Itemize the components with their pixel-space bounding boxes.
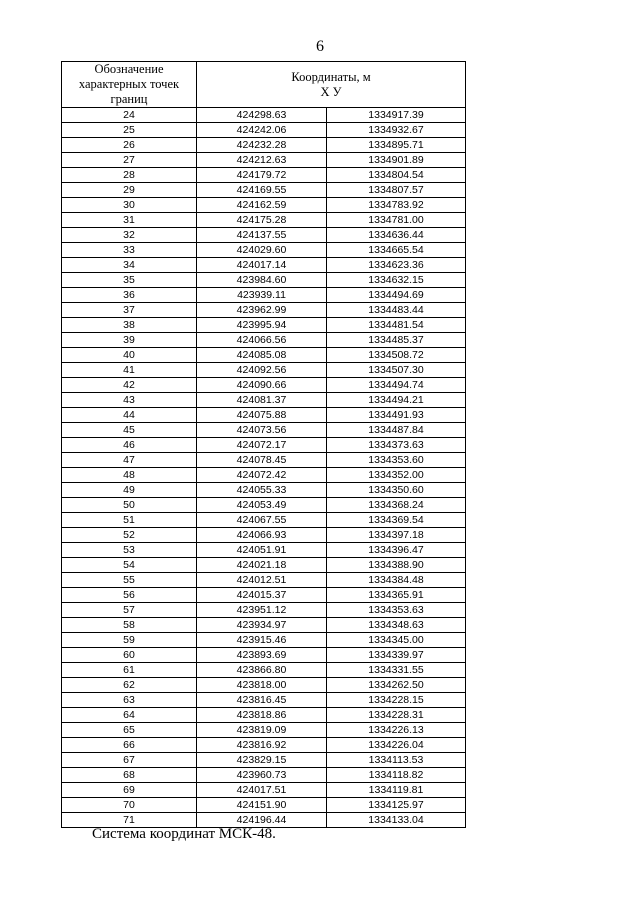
x-coordinate-cell: 423951.12 bbox=[197, 603, 327, 618]
x-coordinate-cell: 424055.33 bbox=[197, 483, 327, 498]
coordinates-label: Координаты, м bbox=[291, 69, 371, 84]
table-row bbox=[62, 378, 466, 393]
y-coordinate-cell: 1334807.57 bbox=[327, 183, 466, 198]
x-coordinate-cell: 424012.51 bbox=[197, 573, 327, 588]
point-cell: 34 bbox=[62, 258, 197, 273]
y-coordinate-cell: 1334133.04 bbox=[327, 813, 466, 828]
point-cell: 29 bbox=[62, 183, 197, 198]
y-coordinate-cell: 1334388.90 bbox=[327, 558, 466, 573]
y-coordinate-cell: 1334368.24 bbox=[327, 498, 466, 513]
x-coordinate-cell: 423829.15 bbox=[197, 753, 327, 768]
x-coordinate-cell: 423939.11 bbox=[197, 288, 327, 303]
table-row bbox=[62, 363, 466, 378]
y-coordinate-cell: 1334119.81 bbox=[327, 783, 466, 798]
point-cell: 25 bbox=[62, 123, 197, 138]
table-row bbox=[62, 738, 466, 753]
table-row bbox=[62, 558, 466, 573]
point-cell: 56 bbox=[62, 588, 197, 603]
x-coordinate-cell: 424081.37 bbox=[197, 393, 327, 408]
y-coordinate-cell: 1334494.74 bbox=[327, 378, 466, 393]
x-coordinate-cell: 423960.73 bbox=[197, 768, 327, 783]
table-row bbox=[62, 768, 466, 783]
table-row bbox=[62, 603, 466, 618]
point-cell: 60 bbox=[62, 648, 197, 663]
y-coordinate-cell: 1334352.00 bbox=[327, 468, 466, 483]
point-cell: 50 bbox=[62, 498, 197, 513]
table-row bbox=[62, 288, 466, 303]
point-cell: 24 bbox=[62, 108, 197, 123]
point-cell: 65 bbox=[62, 723, 197, 738]
y-coordinate-cell: 1334632.15 bbox=[327, 273, 466, 288]
x-coordinate-cell: 423915.46 bbox=[197, 633, 327, 648]
x-coordinate-cell: 423995.94 bbox=[197, 318, 327, 333]
table-row bbox=[62, 498, 466, 513]
y-coordinate-cell: 1334804.54 bbox=[327, 168, 466, 183]
x-coordinate-cell: 424066.56 bbox=[197, 333, 327, 348]
table-row bbox=[62, 783, 466, 798]
y-coordinate-cell: 1334345.00 bbox=[327, 633, 466, 648]
table-row bbox=[62, 708, 466, 723]
table-row bbox=[62, 438, 466, 453]
point-cell: 28 bbox=[62, 168, 197, 183]
x-coordinate-cell: 424196.44 bbox=[197, 813, 327, 828]
table-row bbox=[62, 468, 466, 483]
point-cell: 43 bbox=[62, 393, 197, 408]
y-coordinate-cell: 1334118.82 bbox=[327, 768, 466, 783]
point-cell: 52 bbox=[62, 528, 197, 543]
point-cell: 32 bbox=[62, 228, 197, 243]
y-coordinate-cell: 1334507.30 bbox=[327, 363, 466, 378]
y-coordinate-cell: 1334481.54 bbox=[327, 318, 466, 333]
y-coordinate-cell: 1334487.84 bbox=[327, 423, 466, 438]
y-coordinate-cell: 1334895.71 bbox=[327, 138, 466, 153]
y-coordinate-cell: 1334783.92 bbox=[327, 198, 466, 213]
coordinate-system-note: Система координат МСК-48. bbox=[92, 826, 276, 842]
x-coordinate-cell: 423893.69 bbox=[197, 648, 327, 663]
point-cell: 61 bbox=[62, 663, 197, 678]
x-coordinate-cell: 423816.92 bbox=[197, 738, 327, 753]
point-cell: 39 bbox=[62, 333, 197, 348]
table-row bbox=[62, 798, 466, 813]
table-row bbox=[62, 303, 466, 318]
x-coordinate-cell: 424090.66 bbox=[197, 378, 327, 393]
point-cell: 30 bbox=[62, 198, 197, 213]
point-cell: 57 bbox=[62, 603, 197, 618]
x-coordinate-cell: 424017.14 bbox=[197, 258, 327, 273]
table-row bbox=[62, 723, 466, 738]
y-coordinate-cell: 1334113.53 bbox=[327, 753, 466, 768]
table-row bbox=[62, 543, 466, 558]
table-row bbox=[62, 228, 466, 243]
table-row bbox=[62, 648, 466, 663]
point-cell: 71 bbox=[62, 813, 197, 828]
table-row bbox=[62, 573, 466, 588]
table-row bbox=[62, 123, 466, 138]
table-row bbox=[62, 453, 466, 468]
y-coordinate-cell: 1334485.37 bbox=[327, 333, 466, 348]
x-coordinate-cell: 424092.56 bbox=[197, 363, 327, 378]
point-cell: 68 bbox=[62, 768, 197, 783]
y-coordinate-cell: 1334262.50 bbox=[327, 678, 466, 693]
x-coordinate-cell: 424053.49 bbox=[197, 498, 327, 513]
x-coordinate-cell: 424212.63 bbox=[197, 153, 327, 168]
table-header bbox=[62, 62, 466, 108]
y-coordinate-cell: 1334226.04 bbox=[327, 738, 466, 753]
point-cell: 69 bbox=[62, 783, 197, 798]
y-coordinate-cell: 1334339.97 bbox=[327, 648, 466, 663]
x-coordinate-cell: 424162.59 bbox=[197, 198, 327, 213]
x-coordinate-cell: 424066.93 bbox=[197, 528, 327, 543]
table-row bbox=[62, 588, 466, 603]
y-coordinate-cell: 1334373.63 bbox=[327, 438, 466, 453]
point-cell: 38 bbox=[62, 318, 197, 333]
point-cell: 45 bbox=[62, 423, 197, 438]
x-coordinate-cell: 424175.28 bbox=[197, 213, 327, 228]
x-coordinate-cell: 424242.06 bbox=[197, 123, 327, 138]
y-coordinate-cell: 1334226.13 bbox=[327, 723, 466, 738]
table-row bbox=[62, 333, 466, 348]
point-cell: 44 bbox=[62, 408, 197, 423]
y-coordinate-cell: 1334665.54 bbox=[327, 243, 466, 258]
table-row bbox=[62, 528, 466, 543]
x-coordinate-cell: 424067.55 bbox=[197, 513, 327, 528]
table-row bbox=[62, 243, 466, 258]
point-cell: 63 bbox=[62, 693, 197, 708]
x-coordinate-cell: 424073.56 bbox=[197, 423, 327, 438]
x-coordinate-cell: 423818.00 bbox=[197, 678, 327, 693]
point-cell: 40 bbox=[62, 348, 197, 363]
table-row bbox=[62, 273, 466, 288]
point-cell: 42 bbox=[62, 378, 197, 393]
x-coordinate-cell: 423818.86 bbox=[197, 708, 327, 723]
point-cell: 59 bbox=[62, 633, 197, 648]
y-coordinate-cell: 1334917.39 bbox=[327, 108, 466, 123]
y-coordinate-cell: 1334397.18 bbox=[327, 528, 466, 543]
point-cell: 66 bbox=[62, 738, 197, 753]
x-coordinate-cell: 424151.90 bbox=[197, 798, 327, 813]
x-coordinate-cell: 424075.88 bbox=[197, 408, 327, 423]
table-row bbox=[62, 693, 466, 708]
y-coordinate-cell: 1334350.60 bbox=[327, 483, 466, 498]
x-coordinate-cell: 424078.45 bbox=[197, 453, 327, 468]
y-coordinate-cell: 1334125.97 bbox=[327, 798, 466, 813]
page-number: 6 bbox=[316, 38, 324, 55]
y-coordinate-cell: 1334901.89 bbox=[327, 153, 466, 168]
y-coordinate-cell: 1334494.69 bbox=[327, 288, 466, 303]
x-coordinate-cell: 423819.09 bbox=[197, 723, 327, 738]
axes-label: X У bbox=[320, 84, 342, 99]
y-coordinate-cell: 1334369.54 bbox=[327, 513, 466, 528]
x-coordinate-cell: 423816.45 bbox=[197, 693, 327, 708]
x-coordinate-cell: 424232.28 bbox=[197, 138, 327, 153]
y-coordinate-cell: 1334348.63 bbox=[327, 618, 466, 633]
x-coordinate-cell: 424021.18 bbox=[197, 558, 327, 573]
x-coordinate-cell: 424169.55 bbox=[197, 183, 327, 198]
table-row bbox=[62, 153, 466, 168]
y-coordinate-cell: 1334331.55 bbox=[327, 663, 466, 678]
point-cell: 36 bbox=[62, 288, 197, 303]
y-coordinate-cell: 1334483.44 bbox=[327, 303, 466, 318]
y-coordinate-cell: 1334365.91 bbox=[327, 588, 466, 603]
point-column-header: Обозначение характерных точек границ bbox=[62, 62, 197, 108]
table-row bbox=[62, 318, 466, 333]
y-coordinate-cell: 1334623.36 bbox=[327, 258, 466, 273]
x-coordinate-cell: 423866.80 bbox=[197, 663, 327, 678]
x-coordinate-cell: 424029.60 bbox=[197, 243, 327, 258]
x-coordinate-cell: 424137.55 bbox=[197, 228, 327, 243]
point-cell: 31 bbox=[62, 213, 197, 228]
point-cell: 54 bbox=[62, 558, 197, 573]
y-coordinate-cell: 1334636.44 bbox=[327, 228, 466, 243]
table-row bbox=[62, 138, 466, 153]
x-coordinate-cell: 424051.91 bbox=[197, 543, 327, 558]
point-cell: 35 bbox=[62, 273, 197, 288]
y-coordinate-cell: 1334508.72 bbox=[327, 348, 466, 363]
table-row bbox=[62, 753, 466, 768]
point-cell: 33 bbox=[62, 243, 197, 258]
y-coordinate-cell: 1334781.00 bbox=[327, 213, 466, 228]
y-coordinate-cell: 1334494.21 bbox=[327, 393, 466, 408]
table-row bbox=[62, 108, 466, 123]
point-cell: 46 bbox=[62, 438, 197, 453]
table-row bbox=[62, 408, 466, 423]
table-row bbox=[62, 513, 466, 528]
y-coordinate-cell: 1334353.63 bbox=[327, 603, 466, 618]
table-row bbox=[62, 258, 466, 273]
x-coordinate-cell: 424179.72 bbox=[197, 168, 327, 183]
point-cell: 55 bbox=[62, 573, 197, 588]
y-coordinate-cell: 1334384.48 bbox=[327, 573, 466, 588]
point-cell: 70 bbox=[62, 798, 197, 813]
y-coordinate-cell: 1334228.15 bbox=[327, 693, 466, 708]
y-coordinate-cell: 1334353.60 bbox=[327, 453, 466, 468]
point-cell: 47 bbox=[62, 453, 197, 468]
table-row bbox=[62, 183, 466, 198]
point-cell: 41 bbox=[62, 363, 197, 378]
point-cell: 27 bbox=[62, 153, 197, 168]
point-cell: 51 bbox=[62, 513, 197, 528]
table-row bbox=[62, 168, 466, 183]
y-coordinate-cell: 1334228.31 bbox=[327, 708, 466, 723]
y-coordinate-cell: 1334491.93 bbox=[327, 408, 466, 423]
point-cell: 67 bbox=[62, 753, 197, 768]
y-coordinate-cell: 1334932.67 bbox=[327, 123, 466, 138]
x-coordinate-cell: 423934.97 bbox=[197, 618, 327, 633]
coordinates-table bbox=[61, 61, 466, 828]
x-coordinate-cell: 424017.51 bbox=[197, 783, 327, 798]
point-cell: 48 bbox=[62, 468, 197, 483]
x-coordinate-cell: 424085.08 bbox=[197, 348, 327, 363]
x-coordinate-cell: 423962.99 bbox=[197, 303, 327, 318]
y-coordinate-cell: 1334396.47 bbox=[327, 543, 466, 558]
point-cell: 62 bbox=[62, 678, 197, 693]
x-coordinate-cell: 424298.63 bbox=[197, 108, 327, 123]
table-row bbox=[62, 678, 466, 693]
table-row bbox=[62, 423, 466, 438]
point-cell: 49 bbox=[62, 483, 197, 498]
point-cell: 64 bbox=[62, 708, 197, 723]
coordinates-column-header bbox=[197, 62, 466, 108]
table-row bbox=[62, 618, 466, 633]
point-cell: 53 bbox=[62, 543, 197, 558]
table-row bbox=[62, 633, 466, 648]
table-row bbox=[62, 483, 466, 498]
x-coordinate-cell: 424072.17 bbox=[197, 438, 327, 453]
point-cell: 37 bbox=[62, 303, 197, 318]
x-coordinate-cell: 424015.37 bbox=[197, 588, 327, 603]
table-body bbox=[62, 108, 466, 828]
x-coordinate-cell: 423984.60 bbox=[197, 273, 327, 288]
table-row bbox=[62, 393, 466, 408]
table-row bbox=[62, 198, 466, 213]
point-cell: 58 bbox=[62, 618, 197, 633]
x-coordinate-cell: 424072.42 bbox=[197, 468, 327, 483]
point-cell: 26 bbox=[62, 138, 197, 153]
table-row bbox=[62, 213, 466, 228]
table-row bbox=[62, 663, 466, 678]
table-row bbox=[62, 348, 466, 363]
